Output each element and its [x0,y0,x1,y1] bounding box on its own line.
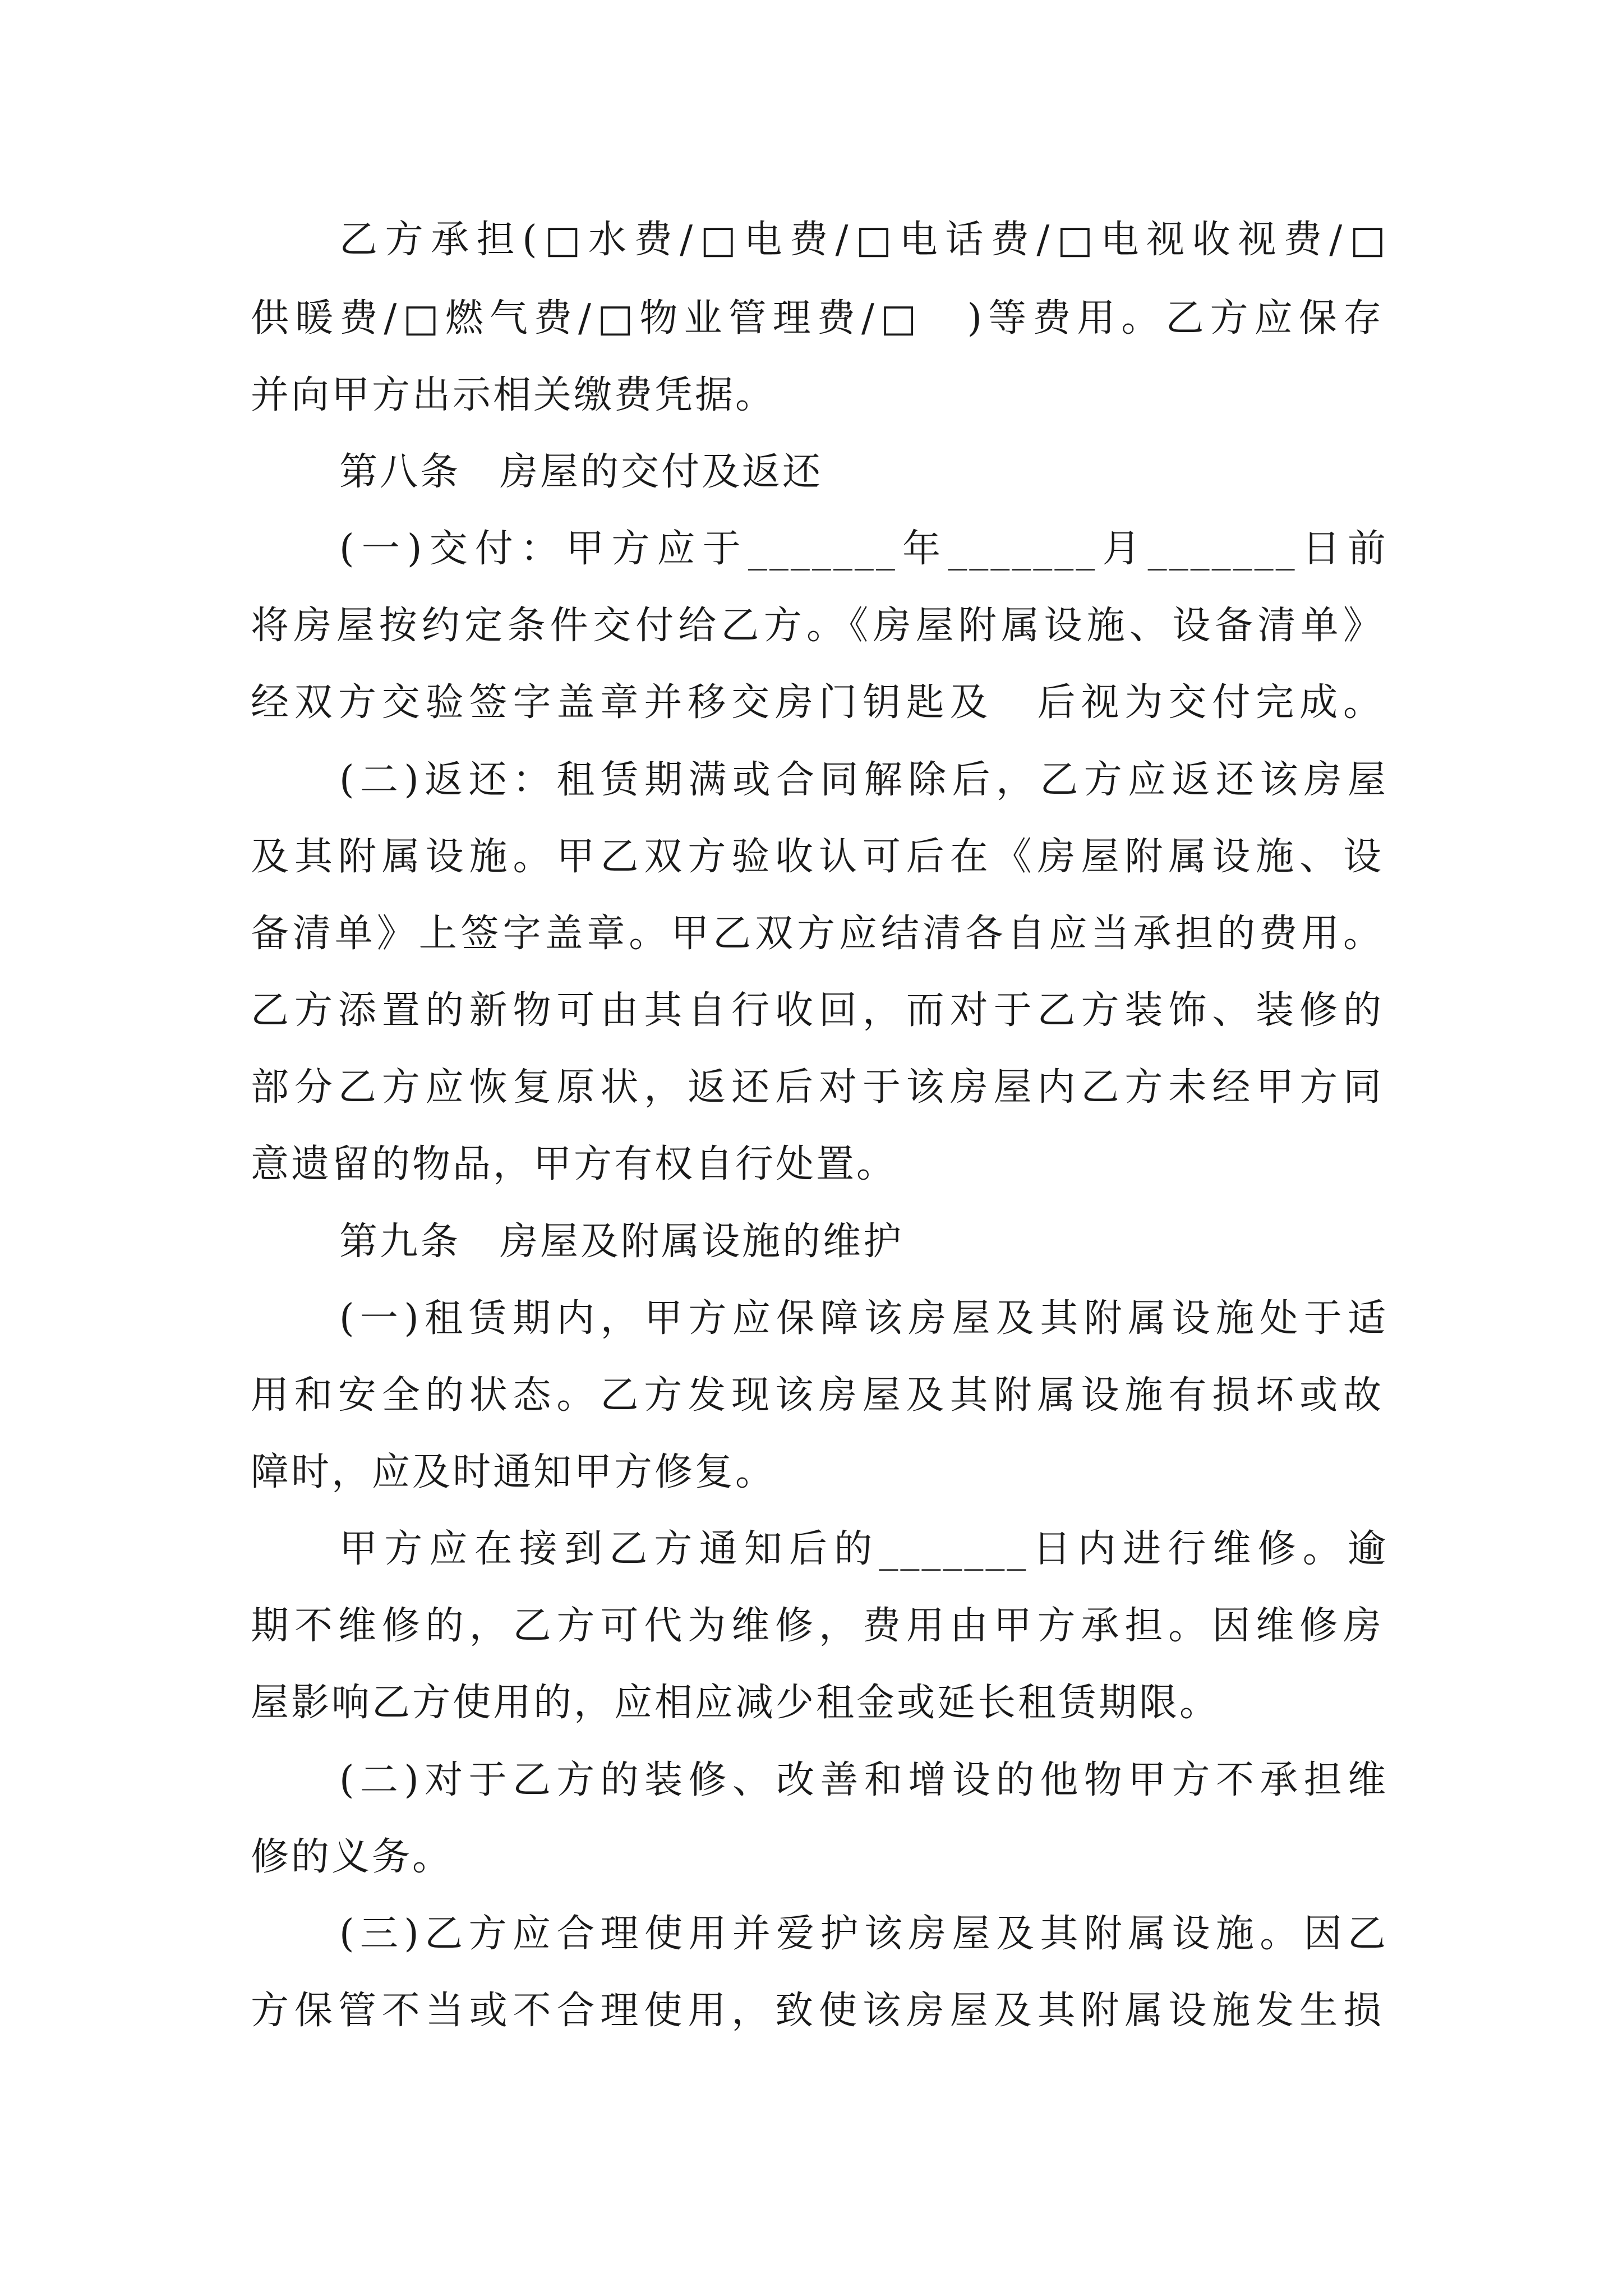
paragraph-line: 并向甲方出示相关缴费凭据。 [251,373,776,417]
paragraph-line: 意遗留的物品，甲方有权自行处置。 [251,1142,897,1186]
paragraph-line: 供暖费/□燃气费/□物业管理费/□ )等费用。乙方应保存 [251,296,1384,341]
paragraph-line: 经双方交验签字盖章并移交房门钥匙及 后视为交付完成。 [251,680,1384,725]
paragraph-line: 障时，应及时通知甲方修复。 [251,1450,776,1494]
paragraph-line: 将房屋按约定条件交付给乙方。《房屋附属设施、设备清单》 [251,604,1384,648]
paragraph-line: 屋影响乙方使用的，应相应减少租金或延长租赁期限。 [251,1681,1220,1725]
paragraph-line: 期不维修的，乙方可代为维修，费用由甲方承担。因维修房 [251,1604,1384,1648]
paragraph-line: (二)返还：租赁期满或合同解除后，乙方应返还该房屋 [339,758,1388,802]
article-9-number: 第九条 [339,1220,461,1264]
paragraph-line: 方保管不当或不合理使用，致使该房屋及其附属设施发生损 [251,1989,1384,2033]
paragraph-line: 乙方承担(□水费/□电费/□电话费/□电视收视费/□ [339,218,1388,262]
article-8-heading [339,447,1388,498]
paragraph-line: (一)交付：甲方应于_______年_______月_______日前 [339,527,1388,571]
paragraph-line: 部分乙方应恢复原状，返还后对于该房屋内乙方未经甲方同 [251,1065,1384,1110]
paragraph-line: 及其附属设施。甲乙双方验收认可后在《房屋附属设施、设 [251,835,1384,879]
article-8-title: 房屋的交付及返还 [500,450,823,494]
article-9-title: 房屋及附属设施的维护 [500,1220,904,1264]
paragraph-line: 修的义务。 [251,1835,453,1879]
paragraph-line: 乙方添置的新物可由其自行收回，而对于乙方装饰、装修的 [251,988,1384,1033]
paragraph-line: (一)租赁期内，甲方应保障该房屋及其附属设施处于适 [339,1296,1388,1341]
paragraph-line: 甲方应在接到乙方通知后的_______日内进行维修。逾 [339,1527,1388,1571]
article-8-number: 第八条 [339,450,461,494]
paragraph-line: 备清单》上签字盖章。甲乙双方应结清各自应当承担的费用。 [251,912,1384,956]
paragraph-line: 用和安全的状态。乙方发现该房屋及其附属设施有损坏或故 [251,1373,1384,1418]
paragraph-line: (三)乙方应合理使用并爱护该房屋及其附属设施。因乙 [339,1912,1388,1956]
article-9-heading [339,1217,1388,1267]
paragraph-line: (二)对于乙方的装修、改善和增设的他物甲方不承担维 [339,1758,1388,1802]
